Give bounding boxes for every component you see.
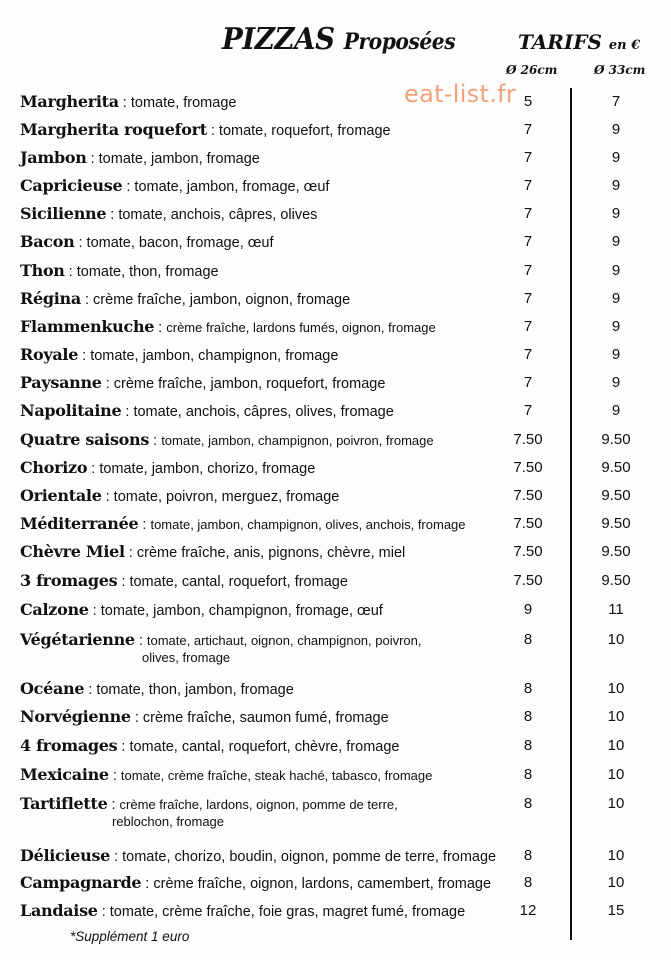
separator: : [110, 849, 123, 865]
separator: : [87, 461, 100, 477]
separator: : [141, 876, 154, 892]
price-33cm: 9 [611, 262, 621, 279]
menu-row [20, 430, 650, 454]
price-33cm: 9 [611, 121, 621, 138]
price-26cm: 8 [523, 874, 533, 891]
page-title [222, 22, 455, 57]
menu-row [20, 901, 650, 925]
separator: : [154, 320, 167, 336]
price-26cm: 7 [523, 262, 533, 279]
price-33cm: 9 [611, 177, 621, 194]
tarifs-heading [518, 30, 640, 54]
menu-row [20, 232, 650, 256]
pizza-name: Tartiflette [20, 794, 108, 813]
price-33cm: 9.50 [601, 572, 631, 589]
price-26cm: 7.50 [513, 459, 543, 476]
pizza-ingredients: crème fraîche, oignon, lardons, camembert, fromage [153, 876, 492, 892]
menu-row [20, 176, 650, 200]
menu-row [20, 458, 650, 482]
separator: : [122, 179, 135, 195]
menu-row-line [20, 120, 391, 139]
menu-row-line [20, 736, 399, 755]
separator: : [74, 235, 87, 251]
pizza-name: Flammenkuche [20, 317, 155, 336]
price-33cm: 9 [611, 374, 621, 391]
menu-row [20, 204, 650, 228]
separator: : [78, 348, 91, 364]
separator: : [130, 710, 143, 726]
price-33cm: 10 [607, 847, 625, 864]
menu-row-line [20, 873, 491, 892]
pizza-name: Landaise [20, 901, 98, 920]
menu-row-line [20, 630, 422, 649]
menu-row [20, 148, 650, 172]
menu-row [20, 765, 650, 789]
separator: : [206, 123, 219, 139]
price-33cm: 10 [607, 708, 625, 725]
price-33cm: 9 [611, 402, 621, 419]
pizza-ingredients: tomate, cantal, roquefort, chèvre, fromage [129, 739, 400, 755]
pizza-ingredients-continued: olives, fromage [142, 650, 231, 665]
pizza-ingredients: crème fraîche, anis, pignons, chèvre, miel [136, 545, 406, 561]
separator: : [106, 207, 119, 223]
pizza-name: 4 fromages [20, 736, 118, 755]
price-26cm: 7 [523, 374, 533, 391]
menu-row-line [20, 707, 389, 726]
price-26cm: 7.50 [513, 431, 543, 448]
menu-row [20, 846, 650, 870]
pizza-ingredients: crème fraîche, lardons, oignon, pomme de terre, [119, 797, 398, 812]
separator: : [121, 404, 134, 420]
pizza-ingredients: tomate, jambon, champignon, poivron, fromage [161, 433, 434, 448]
price-33cm: 9.50 [601, 487, 631, 504]
price-33cm: 7 [611, 93, 621, 110]
pizza-name: Mexicaine [20, 765, 109, 784]
price-33cm: 10 [607, 631, 625, 648]
price-26cm: 7.50 [513, 543, 543, 560]
menu-row-line [20, 458, 315, 477]
price-33cm: 10 [607, 737, 625, 754]
pizza-name: Calzone [20, 600, 89, 619]
price-33cm: 9.50 [601, 431, 631, 448]
separator: : [117, 739, 130, 755]
menu-row-line [20, 600, 383, 619]
pizza-ingredients: tomate, thon, fromage [76, 264, 219, 280]
menu-row [20, 873, 650, 897]
price-33cm: 9 [611, 233, 621, 250]
menu-row-line [20, 901, 465, 920]
separator: : [138, 517, 151, 533]
pizza-ingredients: tomate, artichaut, oignon, champignon, poivron, [146, 633, 422, 648]
menu-row-line [20, 289, 350, 308]
price-33cm: 9 [611, 318, 621, 335]
menu-row [20, 486, 650, 510]
pizza-name: Thon [20, 261, 65, 280]
menu-row-line [20, 176, 329, 195]
pizza-name: Végétarienne [20, 630, 135, 649]
menu-row-line [20, 232, 274, 251]
separator: : [134, 633, 147, 649]
separator: : [97, 904, 110, 920]
menu-row-line [20, 571, 348, 590]
price-26cm: 9 [523, 601, 533, 618]
pizza-ingredients: tomate, jambon, chorizo, fromage [99, 461, 316, 477]
menu-row-line [20, 846, 496, 865]
pizza-name: Méditerranée [20, 514, 139, 533]
price-26cm: 8 [523, 795, 533, 812]
menu-row [20, 514, 650, 538]
pizza-name: Délicieuse [20, 846, 111, 865]
price-26cm: 7.50 [513, 515, 543, 532]
pizza-ingredients: tomate, anchois, câpres, olives, fromage [133, 404, 394, 420]
menu-row-line [20, 373, 385, 392]
menu-row-line [20, 401, 394, 420]
menu-row [20, 542, 650, 566]
pizza-name: Océane [20, 679, 85, 698]
tarifs-unit: en € [608, 38, 641, 53]
separator: : [80, 292, 94, 308]
menu-row-line [20, 430, 434, 449]
pizza-ingredients: crème fraîche, lardons fumés, oignon, fromage [166, 320, 436, 335]
separator: : [86, 151, 99, 167]
menu-row [20, 707, 650, 731]
pizza-ingredients: tomate, jambon, champignon, olives, anchois, fromage [150, 517, 466, 532]
price-26cm: 8 [523, 847, 533, 864]
price-33cm: 9 [611, 290, 621, 307]
price-33cm: 10 [607, 680, 625, 697]
separator: : [107, 797, 120, 813]
menu-row-line [20, 514, 466, 533]
price-33cm: 9.50 [601, 543, 631, 560]
menu-row [20, 345, 650, 369]
separator: : [101, 376, 114, 392]
price-26cm: 7 [523, 121, 533, 138]
pizza-ingredients: tomate, cantal, roquefort, fromage [129, 574, 348, 590]
menu-row [20, 736, 650, 760]
price-26cm: 7 [523, 318, 533, 335]
price-26cm: 7 [523, 402, 533, 419]
menu-row-line [20, 92, 236, 111]
price-33cm: 9 [611, 149, 621, 166]
menu-row [20, 571, 650, 595]
pizza-name: Orientale [20, 486, 102, 505]
price-26cm: 7 [523, 205, 533, 222]
price-26cm: 7 [523, 346, 533, 363]
price-26cm: 5 [523, 93, 533, 110]
pizza-name: Régina [20, 289, 81, 308]
separator: : [84, 682, 97, 698]
menu-row-line [20, 148, 260, 167]
pizza-name: Chèvre Miel [20, 542, 125, 561]
pizza-ingredients: tomate, jambon, champignon, fromage, œuf [100, 603, 383, 619]
separator: : [124, 545, 137, 561]
menu-row [20, 317, 650, 341]
size-small-label: Ø 26cm [506, 63, 558, 77]
price-33cm: 10 [607, 766, 625, 783]
pizza-name: 3 fromages [20, 571, 118, 590]
menu-row-line [20, 486, 339, 505]
pizza-name: Jambon [20, 148, 87, 167]
separator: : [149, 433, 162, 449]
pizza-ingredients: crème fraîche, jambon, oignon, fromage [93, 292, 351, 308]
pizza-name: Quatre saisons [20, 430, 150, 449]
price-33cm: 9 [611, 346, 621, 363]
pizza-ingredients: tomate, roquefort, fromage [218, 123, 391, 139]
menu-row-line [20, 317, 436, 336]
pizza-ingredients: tomate, jambon, fromage, œuf [134, 179, 330, 195]
separator: : [117, 574, 130, 590]
menu-row [20, 289, 650, 313]
price-26cm: 7 [523, 177, 533, 194]
pizza-ingredients: tomate, jambon, champignon, fromage [90, 348, 339, 364]
price-33cm: 9.50 [601, 515, 631, 532]
pizza-name: Margherita roquefort [20, 120, 207, 139]
menu-row [20, 373, 650, 397]
separator: : [88, 603, 101, 619]
menu-row-line [20, 794, 398, 813]
pizza-ingredients: tomate, anchois, câpres, olives [118, 207, 318, 223]
menu-row [20, 261, 650, 285]
price-33cm: 11 [608, 601, 624, 618]
price-26cm: 7 [523, 233, 533, 250]
pizza-name: Napolitaine [20, 401, 122, 420]
menu-row [20, 600, 650, 624]
menu-row [20, 120, 650, 144]
price-26cm: 12 [519, 902, 537, 919]
menu-row-line [20, 345, 338, 364]
menu-row [20, 92, 650, 116]
pizza-ingredients: tomate, chorizo, boudin, oignon, pomme de terre, fromage [122, 849, 497, 865]
price-33cm: 10 [607, 795, 625, 812]
menu-row-line [20, 765, 432, 784]
price-26cm: 7 [523, 149, 533, 166]
pizza-ingredients: tomate, jambon, fromage [98, 151, 260, 167]
pizza-name: Campagnarde [20, 873, 142, 892]
pizza-name: Sicilienne [20, 204, 107, 223]
menu-row-line [20, 204, 317, 223]
price-26cm: 8 [523, 708, 533, 725]
pizza-name: Royale [20, 345, 79, 364]
pizza-ingredients: tomate, bacon, fromage, œuf [86, 235, 274, 251]
price-26cm: 8 [523, 766, 533, 783]
pizza-name: Margherita [20, 92, 119, 111]
separator: : [101, 489, 114, 505]
price-26cm: 8 [523, 680, 533, 697]
pizza-ingredients: tomate, poivron, merguez, fromage [113, 489, 340, 505]
price-26cm: 7 [523, 290, 533, 307]
pizza-name: Capricieuse [20, 176, 123, 195]
menu-row [20, 630, 650, 665]
price-26cm: 7.50 [513, 487, 543, 504]
separator: : [64, 264, 77, 280]
menu-row [20, 401, 650, 425]
footnote: *Supplément 1 euro [70, 929, 190, 944]
pizza-name: Norvégienne [20, 707, 131, 726]
pizza-ingredients: tomate, fromage [130, 95, 237, 111]
tarifs-label: TARIFS [518, 30, 602, 54]
separator: : [118, 95, 131, 111]
price-33cm: 15 [607, 902, 625, 919]
watermark: eat-list.fr [404, 80, 517, 108]
separator: : [108, 768, 121, 784]
pizza-name: Bacon [20, 232, 75, 251]
pizza-ingredients: crème fraîche, saumon fumé, fromage [142, 710, 389, 726]
pizza-ingredients: tomate, crème fraîche, steak haché, tabasco, fromage [120, 768, 433, 783]
menu-row-line [20, 261, 219, 280]
pizza-name: Chorizo [20, 458, 88, 477]
title-sub: Proposées [343, 29, 456, 55]
menu-row [20, 794, 650, 829]
price-26cm: 7.50 [513, 572, 543, 589]
title-main: PIZZAS [222, 22, 335, 57]
pizza-ingredients-continued: reblochon, fromage [112, 814, 225, 829]
menu-row-line [20, 542, 405, 561]
pizza-ingredients: tomate, crème fraîche, foie gras, magret fumé, fromage [109, 904, 466, 920]
price-33cm: 9.50 [601, 459, 631, 476]
menu-row [20, 679, 650, 703]
size-large-label: Ø 33cm [594, 63, 646, 77]
pizza-name: Paysanne [20, 373, 102, 392]
pizza-ingredients: tomate, thon, jambon, fromage [96, 682, 294, 698]
price-26cm: 8 [523, 631, 533, 648]
menu-row-line [20, 679, 294, 698]
price-26cm: 8 [523, 737, 533, 754]
price-33cm: 9 [611, 205, 621, 222]
price-33cm: 10 [607, 874, 625, 891]
pizza-ingredients: crème fraîche, jambon, roquefort, fromage [113, 376, 386, 392]
